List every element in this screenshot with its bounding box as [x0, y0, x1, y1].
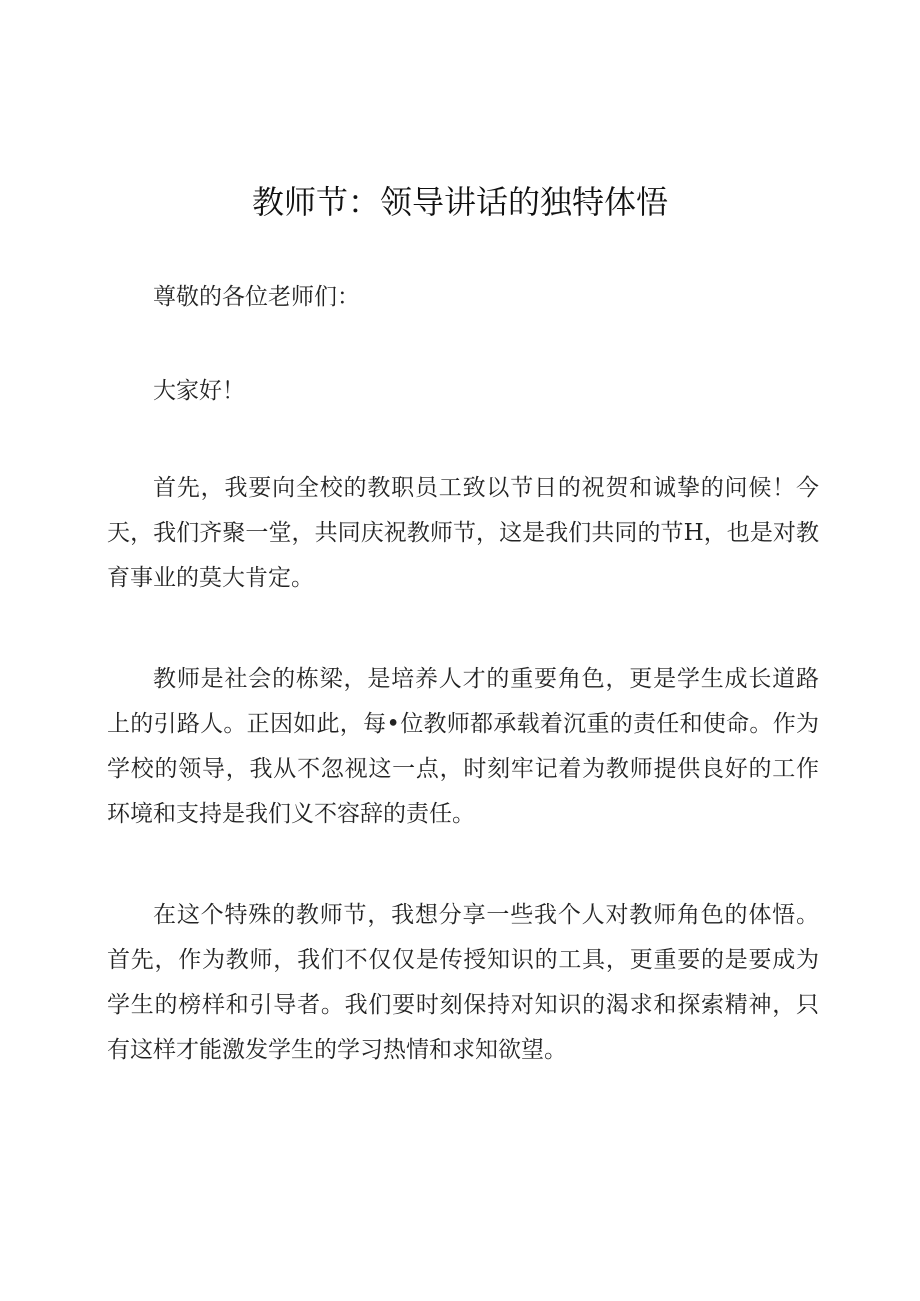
- greeting-line: 尊敬的各位老师们：: [153, 284, 360, 310]
- paragraph-2: 教师是社会的栋梁，是培养人才的重要角色，更是学生成长道路上的引路人。正因如此，每•位教师都承载着沉重的责任和使命。作为学校的领导，我从不忽视这一点，时刻牢记着为教师提供良好的工作环境和支持是我们义不容辞的责任。: [107, 666, 819, 827]
- paragraph-1: 首先，我要向全校的教职员工致以节日的祝贺和诚挚的问候！今天，我们齐聚一堂，共同庆祝教师节，这是我们共同的节H，也是对教育事业的莫大肯定。: [107, 475, 819, 591]
- paragraph-3: 在这个特殊的教师节，我想分享一些我个人对教师角色的体悟。首先，作为教师，我们不仅仅是传授知识的工具，更重要的是要成为学生的榜样和引导者。我们要时刻保持对知识的渴求和探索精神，只有这样才能激发学生的学习热情和求知欲望。: [107, 902, 819, 1063]
- hello-line: 大家好！: [153, 378, 245, 404]
- page-title: 教师节：领导讲话的独特体悟: [251, 183, 668, 221]
